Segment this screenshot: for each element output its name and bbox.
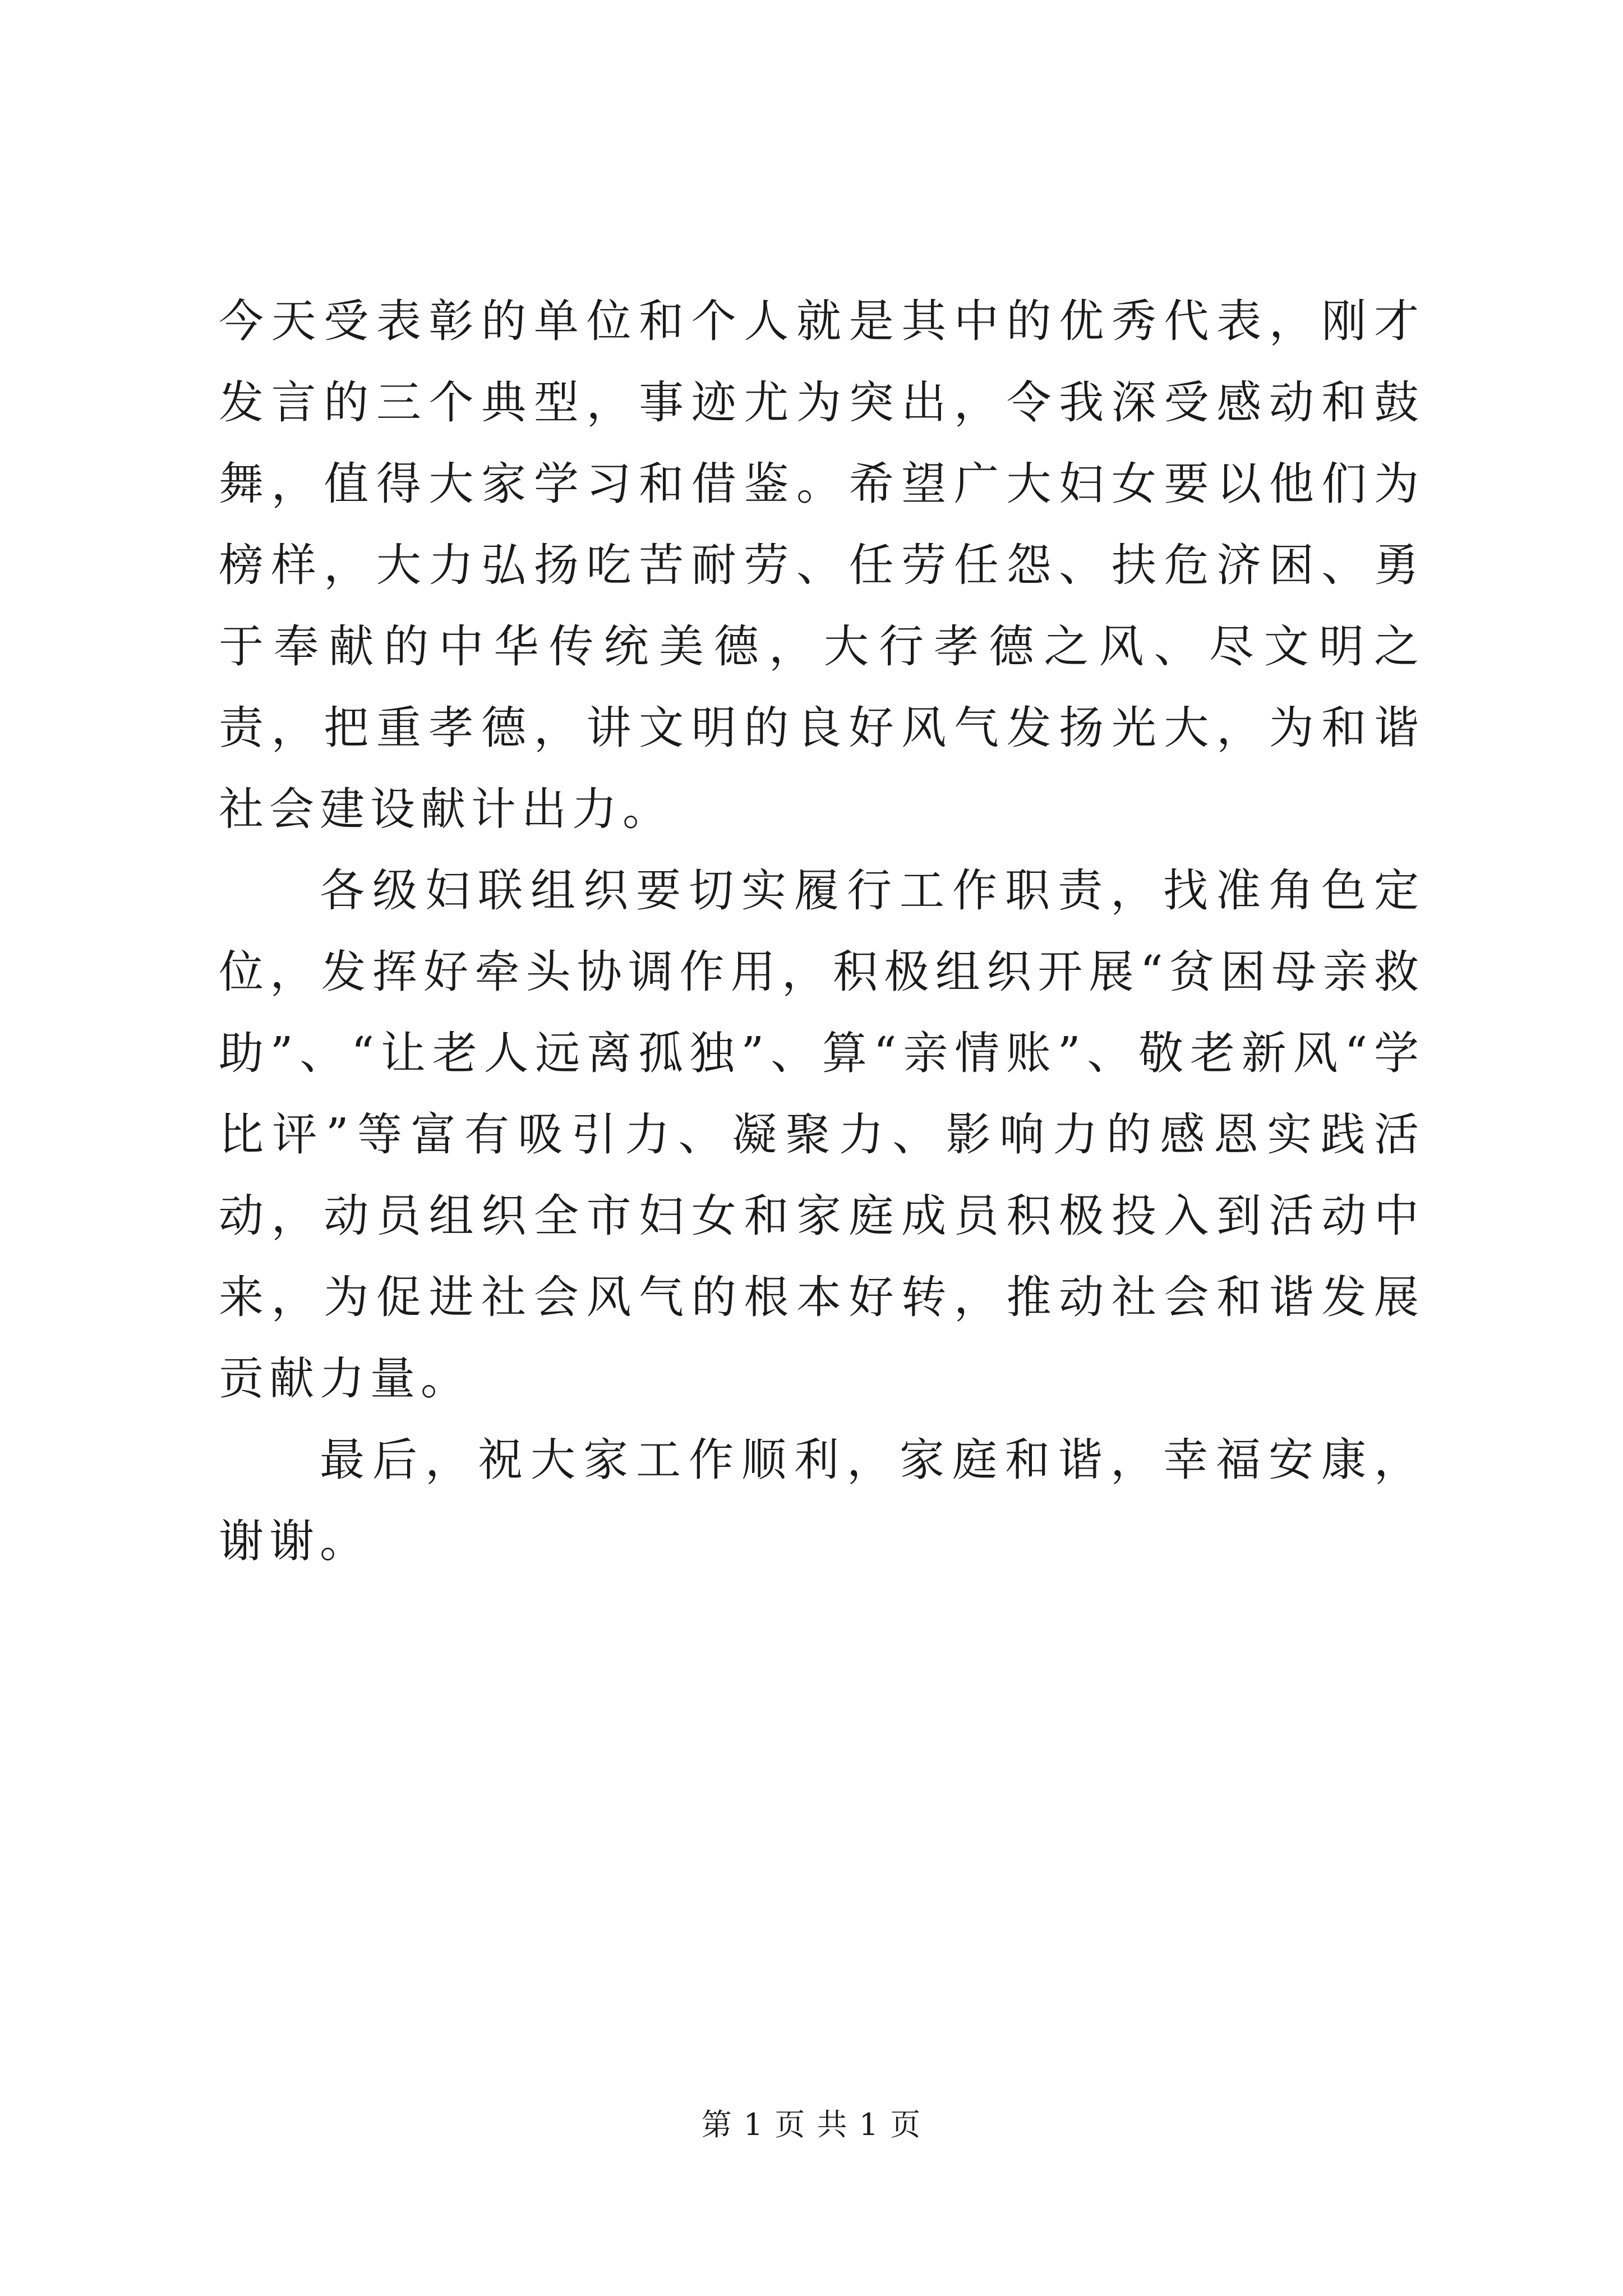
paragraph-2: 各级妇联组织要切实履行工作职责，找准角色定位，发挥好牵头协调作用，积极组织开展“贫困母亲救助”、“让老人远离孤独”、算“亲情账”、敬老新风“学比评”等富有吸引力、凝聚力、影响力的感恩实践活动，动员组织全市妇女和家庭成员积极投入到活动中来，为促进社会风气的根本好转，推动社会和谐发展贡献力量。 xyxy=(219,864,1424,1405)
paragraph-1: 今天受表彰的单位和个人就是其中的优秀代表，刚才发言的三个典型，事迹尤为突出，令我深受感动和鼓舞，值得大家学习和借鉴。希望广大妇女要以他们为榜样，大力弘扬吃苦耐劳、任劳任怨、扶危济困、勇于奉献的中华传统美德，大行孝德之风、尽文明之责，把重孝德，讲文明的良好风气发扬光大，为和谐社会建设献计出力。 xyxy=(219,295,1424,835)
document-body xyxy=(219,280,1424,1582)
paragraph-3: 最后，祝大家工作顺利，家庭和谐，幸福安康，谢谢。 xyxy=(219,1434,1424,1567)
page-footer: 第 1 页 共 1 页 xyxy=(701,2107,922,2142)
